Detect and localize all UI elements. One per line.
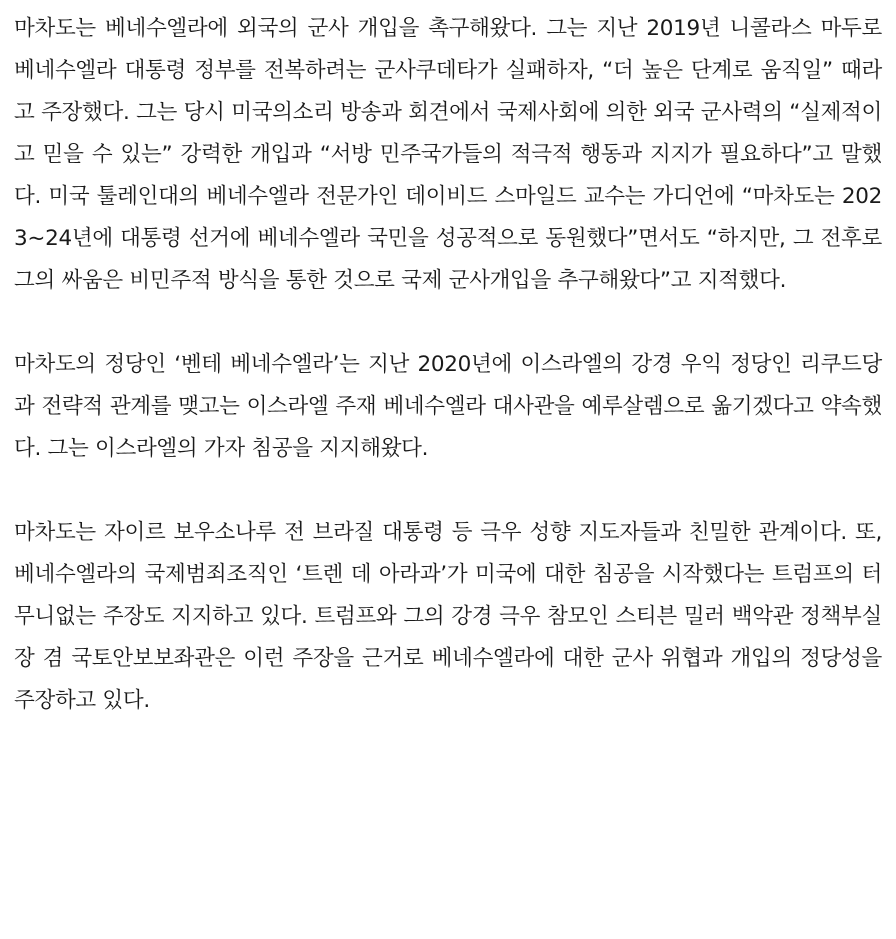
article-paragraph: 마차도는 자이르 보우소나루 전 브라질 대통령 등 극우 성향 지도자들과 친밀한 관계이다. 또, 베네수엘라의 국제범죄조직인 ‘트렌 데 아라과’가 미국에 대한 침공을 시작했다는 트럼프의 터무니없는 주장도 지지하고 있다. 트럼프와 그의 강경 극우 참모인 스티븐 밀러 백악관 정책부실장 겸 국토안보보좌관은 이런 주장을 근거로 베네수엘라에 대한 군사 위협과 개입의 정당성을 주장하고 있다.	[14, 520, 889, 713]
article-paragraph: 마차도는 베네수엘라에 외국의 군사 개입을 촉구해왔다. 그는 지난 2019년 니콜라스 마두로 베네수엘라 대통령 정부를 전복하려는 군사쿠데타가 실패하자, “더 높은 단계로 움직일” 때라고 주장했다. 그는 당시 미국의소리 방송과 회견에서 국제사회에 의한 외국 군사력의 “실제적이고 믿을 수 있는” 강력한 개입과 “서방 민주국가들의 적극적 행동과 지지가 필요하다”고 말했다. 미국 툴레인대의 베네수엘라 전문가인 데이비드 스마일드 교수는 가디언에 “마차도는 2023~24년에 대통령 선거에 베네수엘라 국민을 성공적으로 동원했다”면서도 “하지만, 그 전후로 그의 싸움은 비민주적 방식을 통한 것으로 국제 군사개입을 추구해왔다”고 지적했다.	[14, 16, 889, 293]
article-paragraph: 마차도의 정당인 ‘벤테 베네수엘라’는 지난 2020년에 이스라엘의 강경 우익 정당인 리쿠드당과 전략적 관계를 맺고는 이스라엘 주재 베네수엘라 대사관을 예루살렘으로 옮기겠다고 약속했다. 그는 이스라엘의 가자 침공을 지지해왔다.	[14, 352, 882, 461]
